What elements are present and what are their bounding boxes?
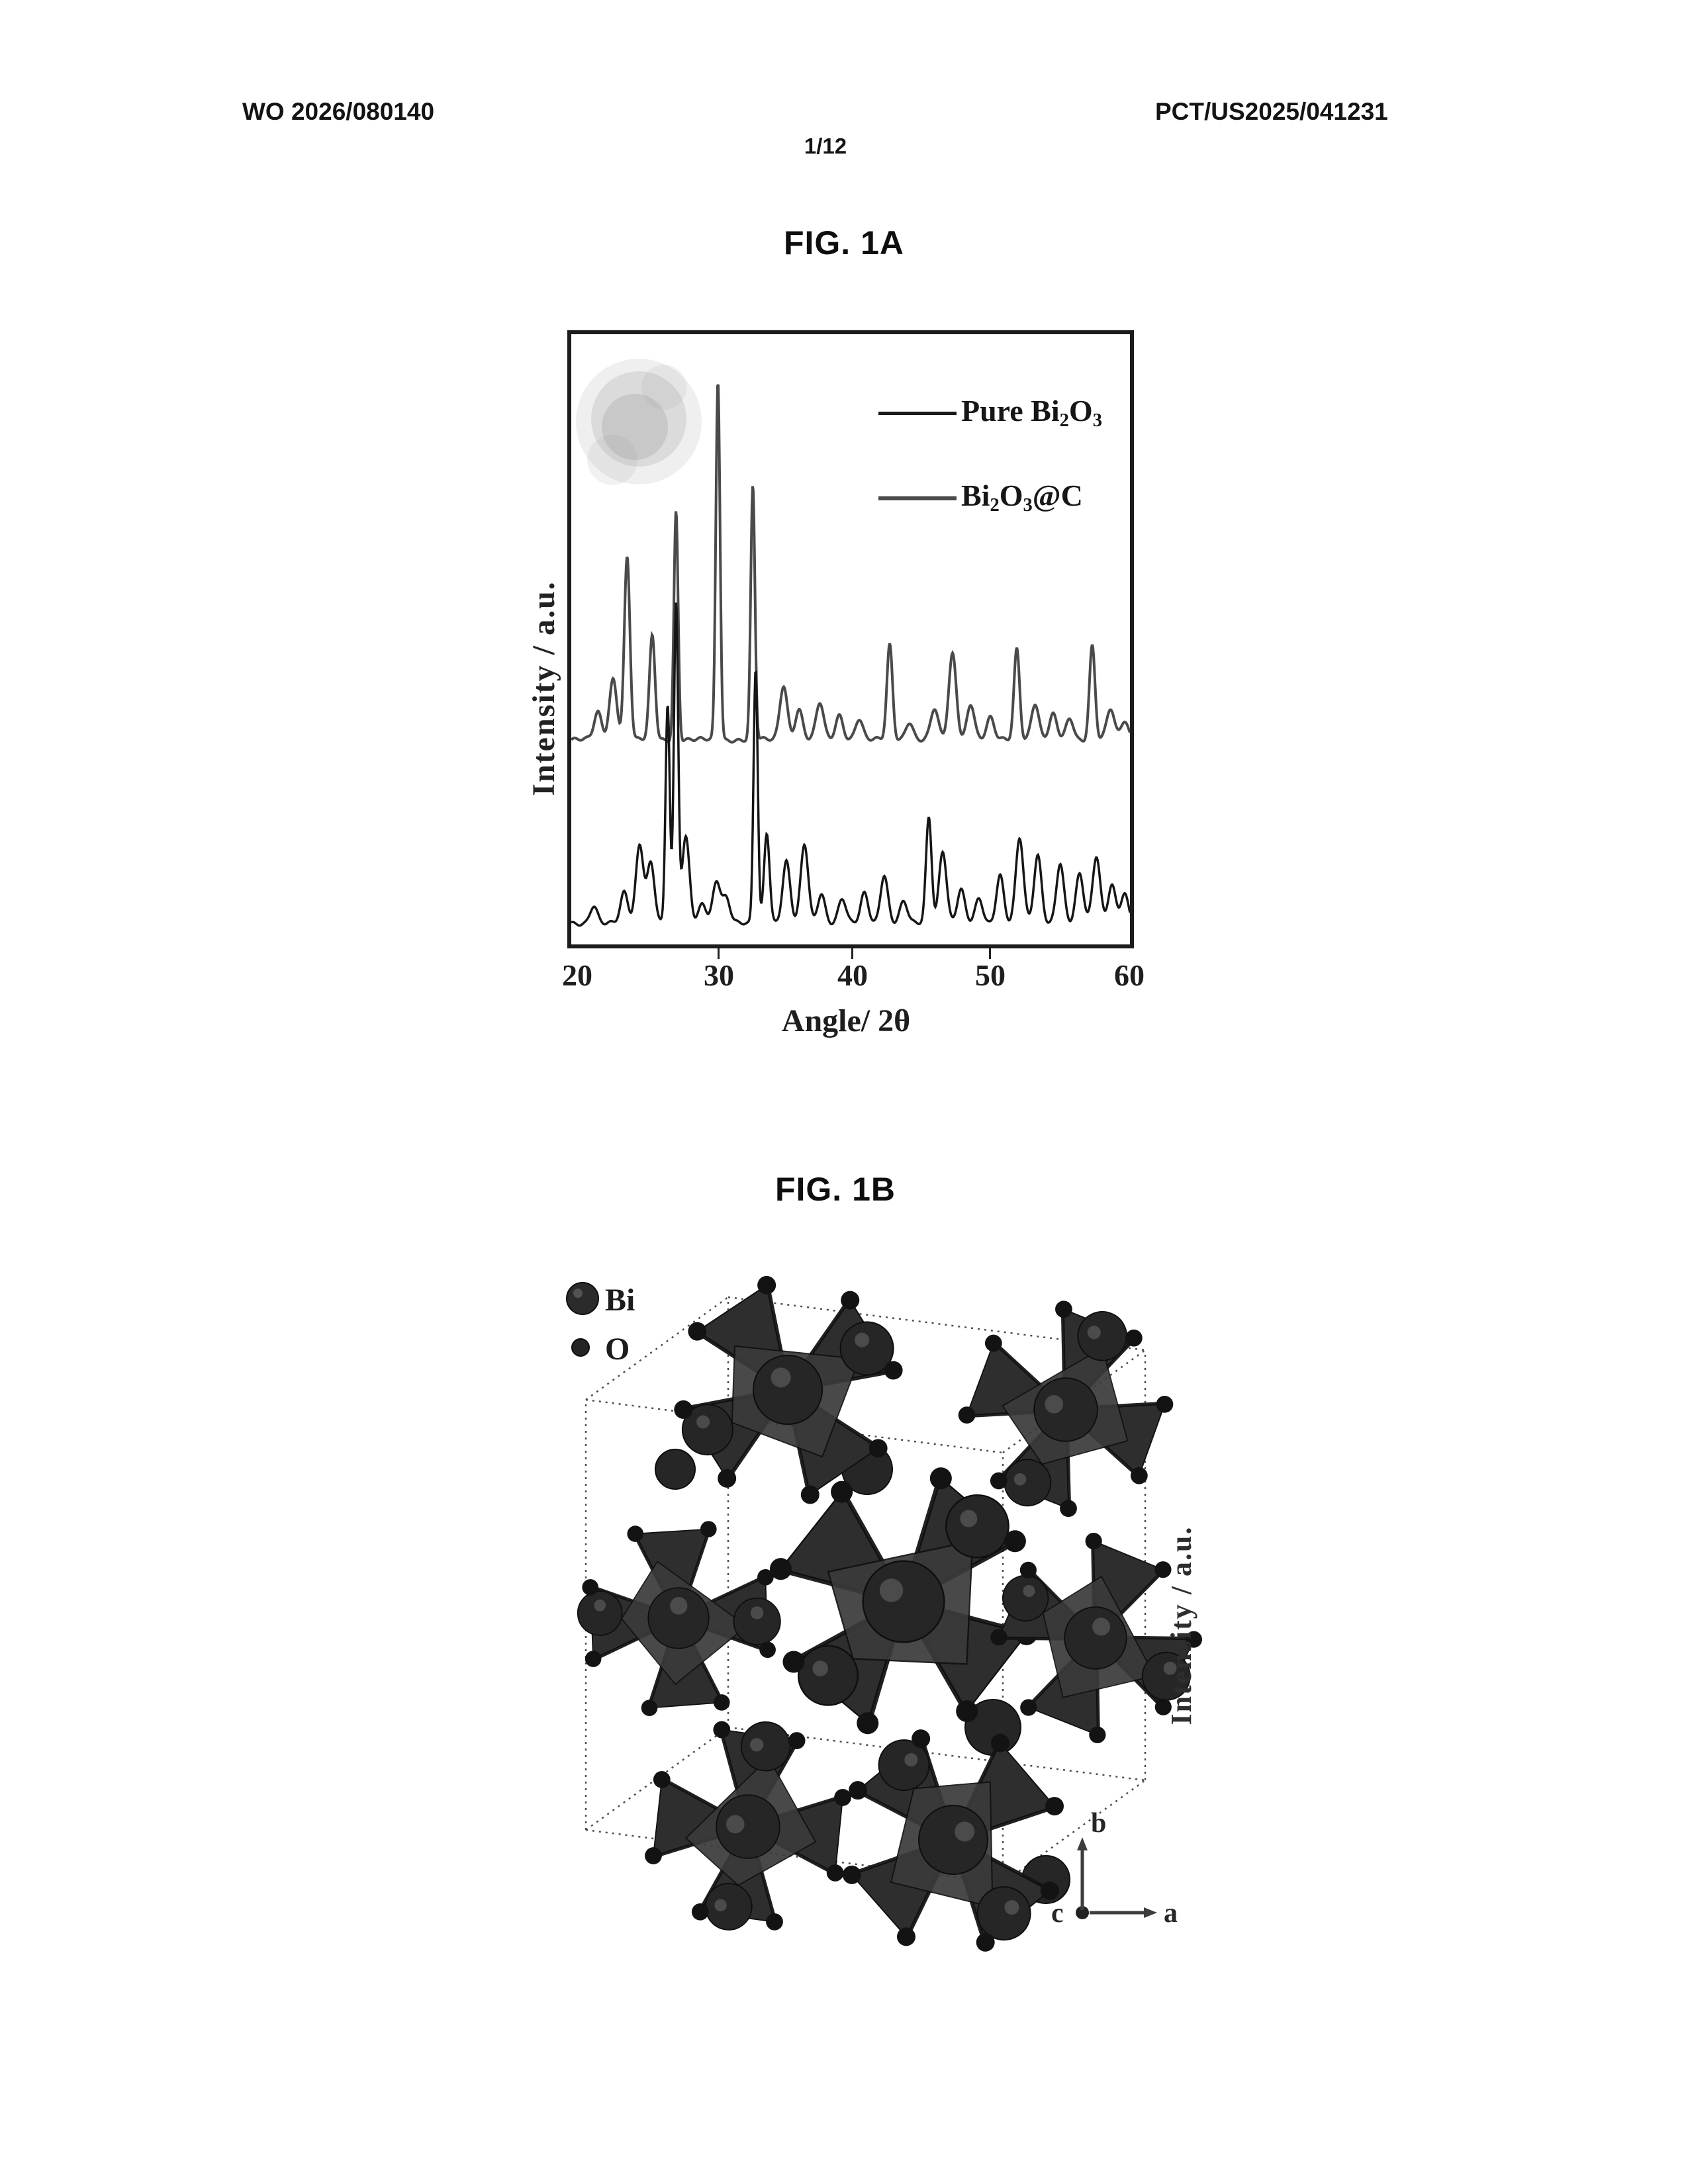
b-axis-label: b (1091, 1808, 1107, 1839)
legend-line-bi2o3-at-c (878, 496, 957, 500)
crystal-structure-figure (556, 1251, 1218, 1966)
application-number: PCT/US2025/041231 (1155, 98, 1388, 125)
legend-line-pure-bi2o3 (878, 412, 957, 415)
o-legend-label: O (605, 1332, 630, 1367)
figure-1b-title: FIG. 1B (774, 1171, 896, 1208)
legend-label-sub: 2 (990, 494, 1000, 516)
structure-legend (567, 1283, 635, 1367)
x-tick-label-40: 40 (837, 958, 868, 992)
bi-legend-sphere (567, 1283, 598, 1314)
axes-indicator (1051, 1808, 1178, 1929)
figure-1a-title: FIG. 1A (783, 224, 905, 261)
o-legend-sphere (572, 1339, 589, 1356)
legend-label-part: @C (1032, 478, 1083, 512)
figure-1a-y-axis-label: Intensity / a.u. (526, 580, 561, 796)
sheet-number: 1/12 (804, 134, 847, 158)
figure-1b-side-label: Intensity / a.u. (1165, 1525, 1197, 1725)
x-tick-label-50: 50 (975, 958, 1006, 992)
legend-label-part: Bi (961, 478, 990, 512)
figure-1a-x-axis-label: Angle/ 2θ (781, 1003, 911, 1038)
x-tick-label-20: 20 (562, 958, 592, 992)
legend-label-part: Pure Bi (961, 394, 1060, 428)
legend-label-sub: 2 (1059, 410, 1069, 431)
a-axis-label: a (1164, 1898, 1178, 1929)
x-tick-label-30: 30 (704, 958, 734, 992)
bi2o3-polyhedra-clusters (556, 1259, 1218, 1966)
c-axis-label: c (1051, 1898, 1064, 1929)
legend-label-sub: 3 (1023, 494, 1033, 516)
legend-label-pure-bi2o3 (961, 393, 1102, 432)
legend-label-bi2o3-at-c (961, 478, 1083, 516)
legend-label-part: O (1068, 394, 1093, 428)
bi-legend-label: Bi (605, 1283, 635, 1318)
legend-label-part: O (999, 478, 1023, 512)
publication-number: WO 2026/080140 (242, 98, 435, 125)
b-axis-arrowhead (1077, 1837, 1088, 1850)
a-axis-arrowhead (1144, 1907, 1157, 1918)
legend-label-sub: 3 (1092, 410, 1102, 431)
bi-legend-sphere-highlight (573, 1289, 583, 1298)
scan-smudge (576, 359, 702, 485)
x-tick-label-60: 60 (1114, 958, 1145, 992)
